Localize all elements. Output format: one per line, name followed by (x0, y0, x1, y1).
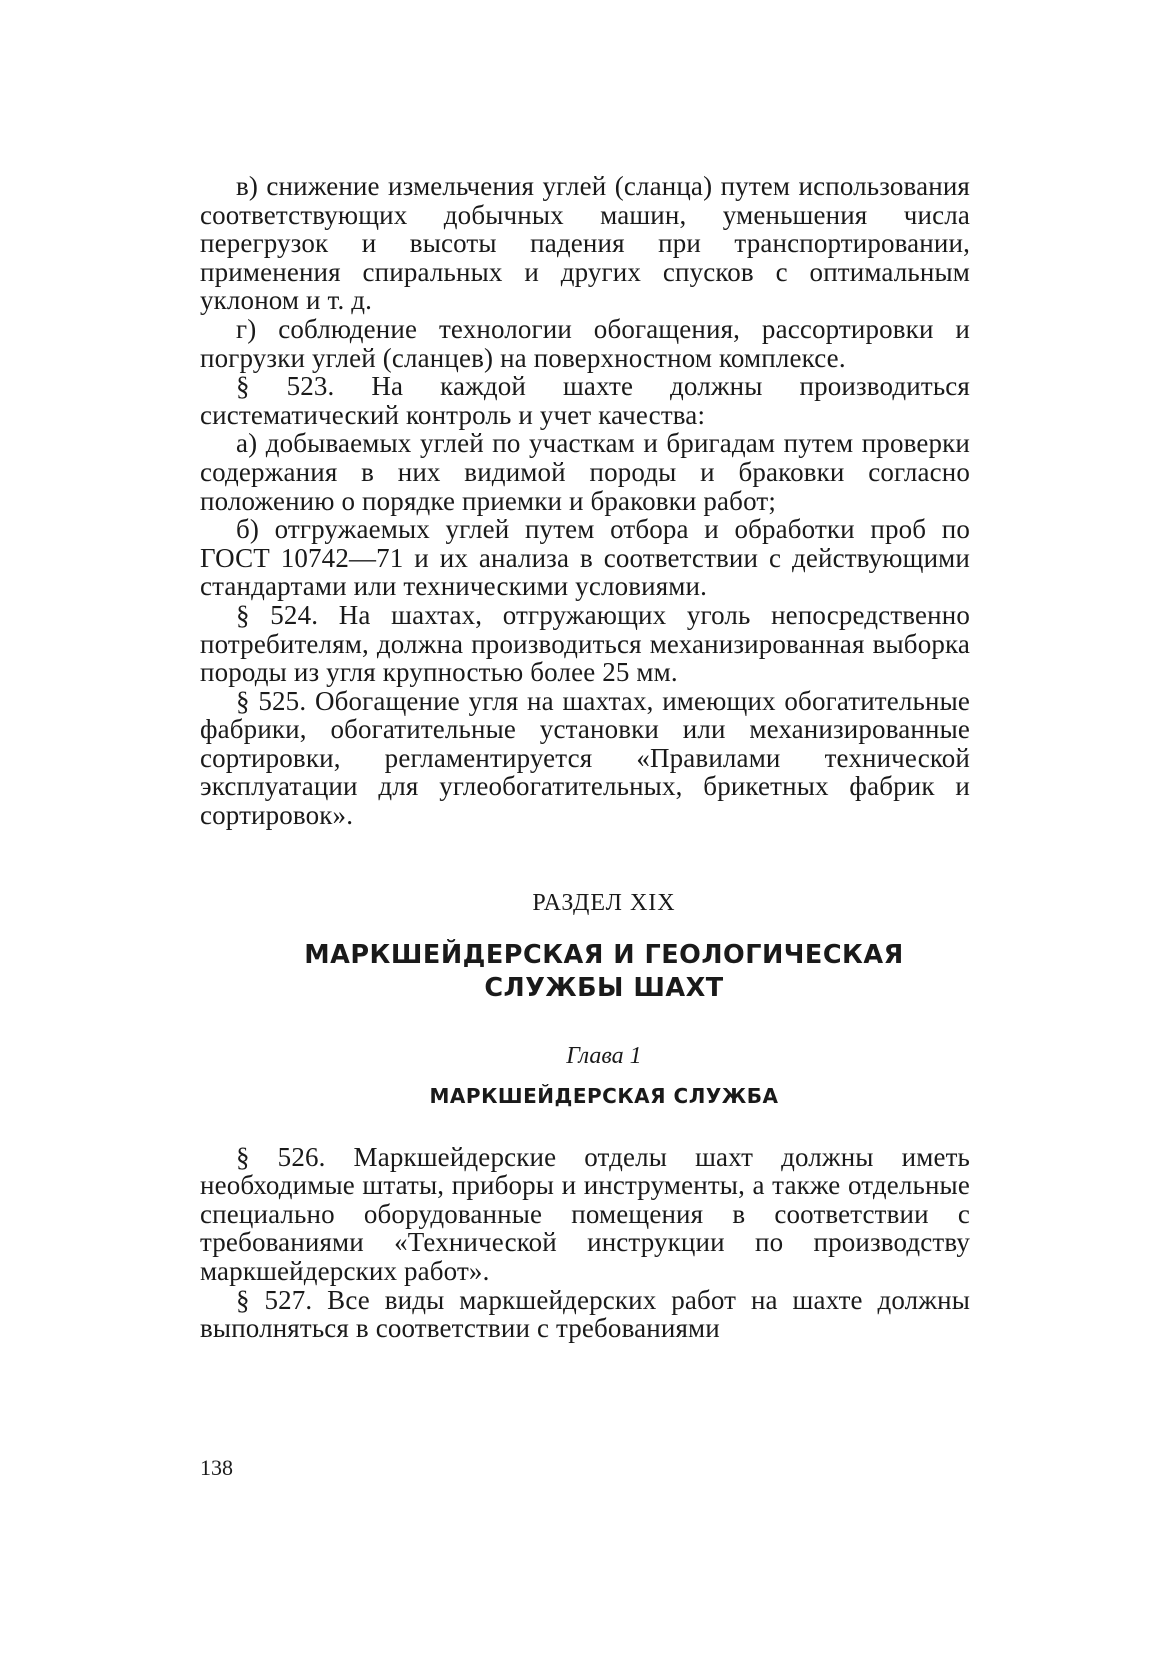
paragraph-523-a: а) добываемых углей по участкам и бригадам путем проверки содержания в них видимой породы и браковки согласно положению о порядке приемки и браковки работ; (200, 428, 970, 516)
paragraph-526: § 526. Маркшейдерские отделы шахт должны иметь необходимые штаты, приборы и инструменты, а также отдельные специально оборудованные помещения в соответствии с требованиями «Технической инструкции по производству маркшейдерских работ». (200, 1141, 970, 1287)
paragraph-525: § 525. Обогащение угля на шахтах, имеющих обогатительные фабрики, обогатительные установки или механизированные сортировки, регламентируется «Правилами технической эксплуатации для углеобогатительных, брикетных фабрик и сортировок». (200, 685, 970, 831)
paragraph-527: § 527. Все виды маркшейдерских работ на шахте должны выполняться в соответствии с требованиями (200, 1284, 970, 1344)
section-label: РАЗДЕЛ XIX (532, 889, 676, 916)
chapter-body (200, 1143, 970, 1343)
paragraph-g: г) соблюдение технологии обогащения, рассортировки и погрузки углей (сланцев) на поверхностном комплексе. (200, 313, 970, 373)
section-title-line2: СЛУЖБЫ ШАХТ (484, 972, 724, 1003)
paragraph-v: в) снижение измельчения углей (сланца) путем использования соответствующих добычных машин, уменьшения числа перегрузок и высоты падения при транспортировании, применения спиральных и других спусков с оптимальным уклоном и т. д. (200, 171, 970, 316)
page-content (200, 172, 970, 1343)
paragraph-524: § 524. На шахтах, отгружающих уголь непосредственно потребителям, должна производиться механизированная выборка породы из угля крупностью более 25 мм. (200, 599, 970, 688)
chapter-title: МАРКШЕЙДЕРСКАЯ СЛУЖБА (429, 1083, 779, 1108)
paragraph-523-b: б) отгружаемых углей путем отбора и обработки проб по ГОСТ 10742—71 и их анализа в соответствии с действующими стандартами или техническими условиями. (200, 514, 970, 602)
paragraph-523: § 523. На каждой шахте должны производиться систематический контроль и учет качества: (200, 371, 970, 430)
section-title (238, 939, 970, 1005)
page-number: 138 (200, 1455, 233, 1480)
section-title-line1: МАРКШЕЙДЕРСКАЯ И ГЕОЛОГИЧЕСКАЯ (304, 939, 904, 970)
chapter-label: Глава 1 (566, 1042, 642, 1069)
